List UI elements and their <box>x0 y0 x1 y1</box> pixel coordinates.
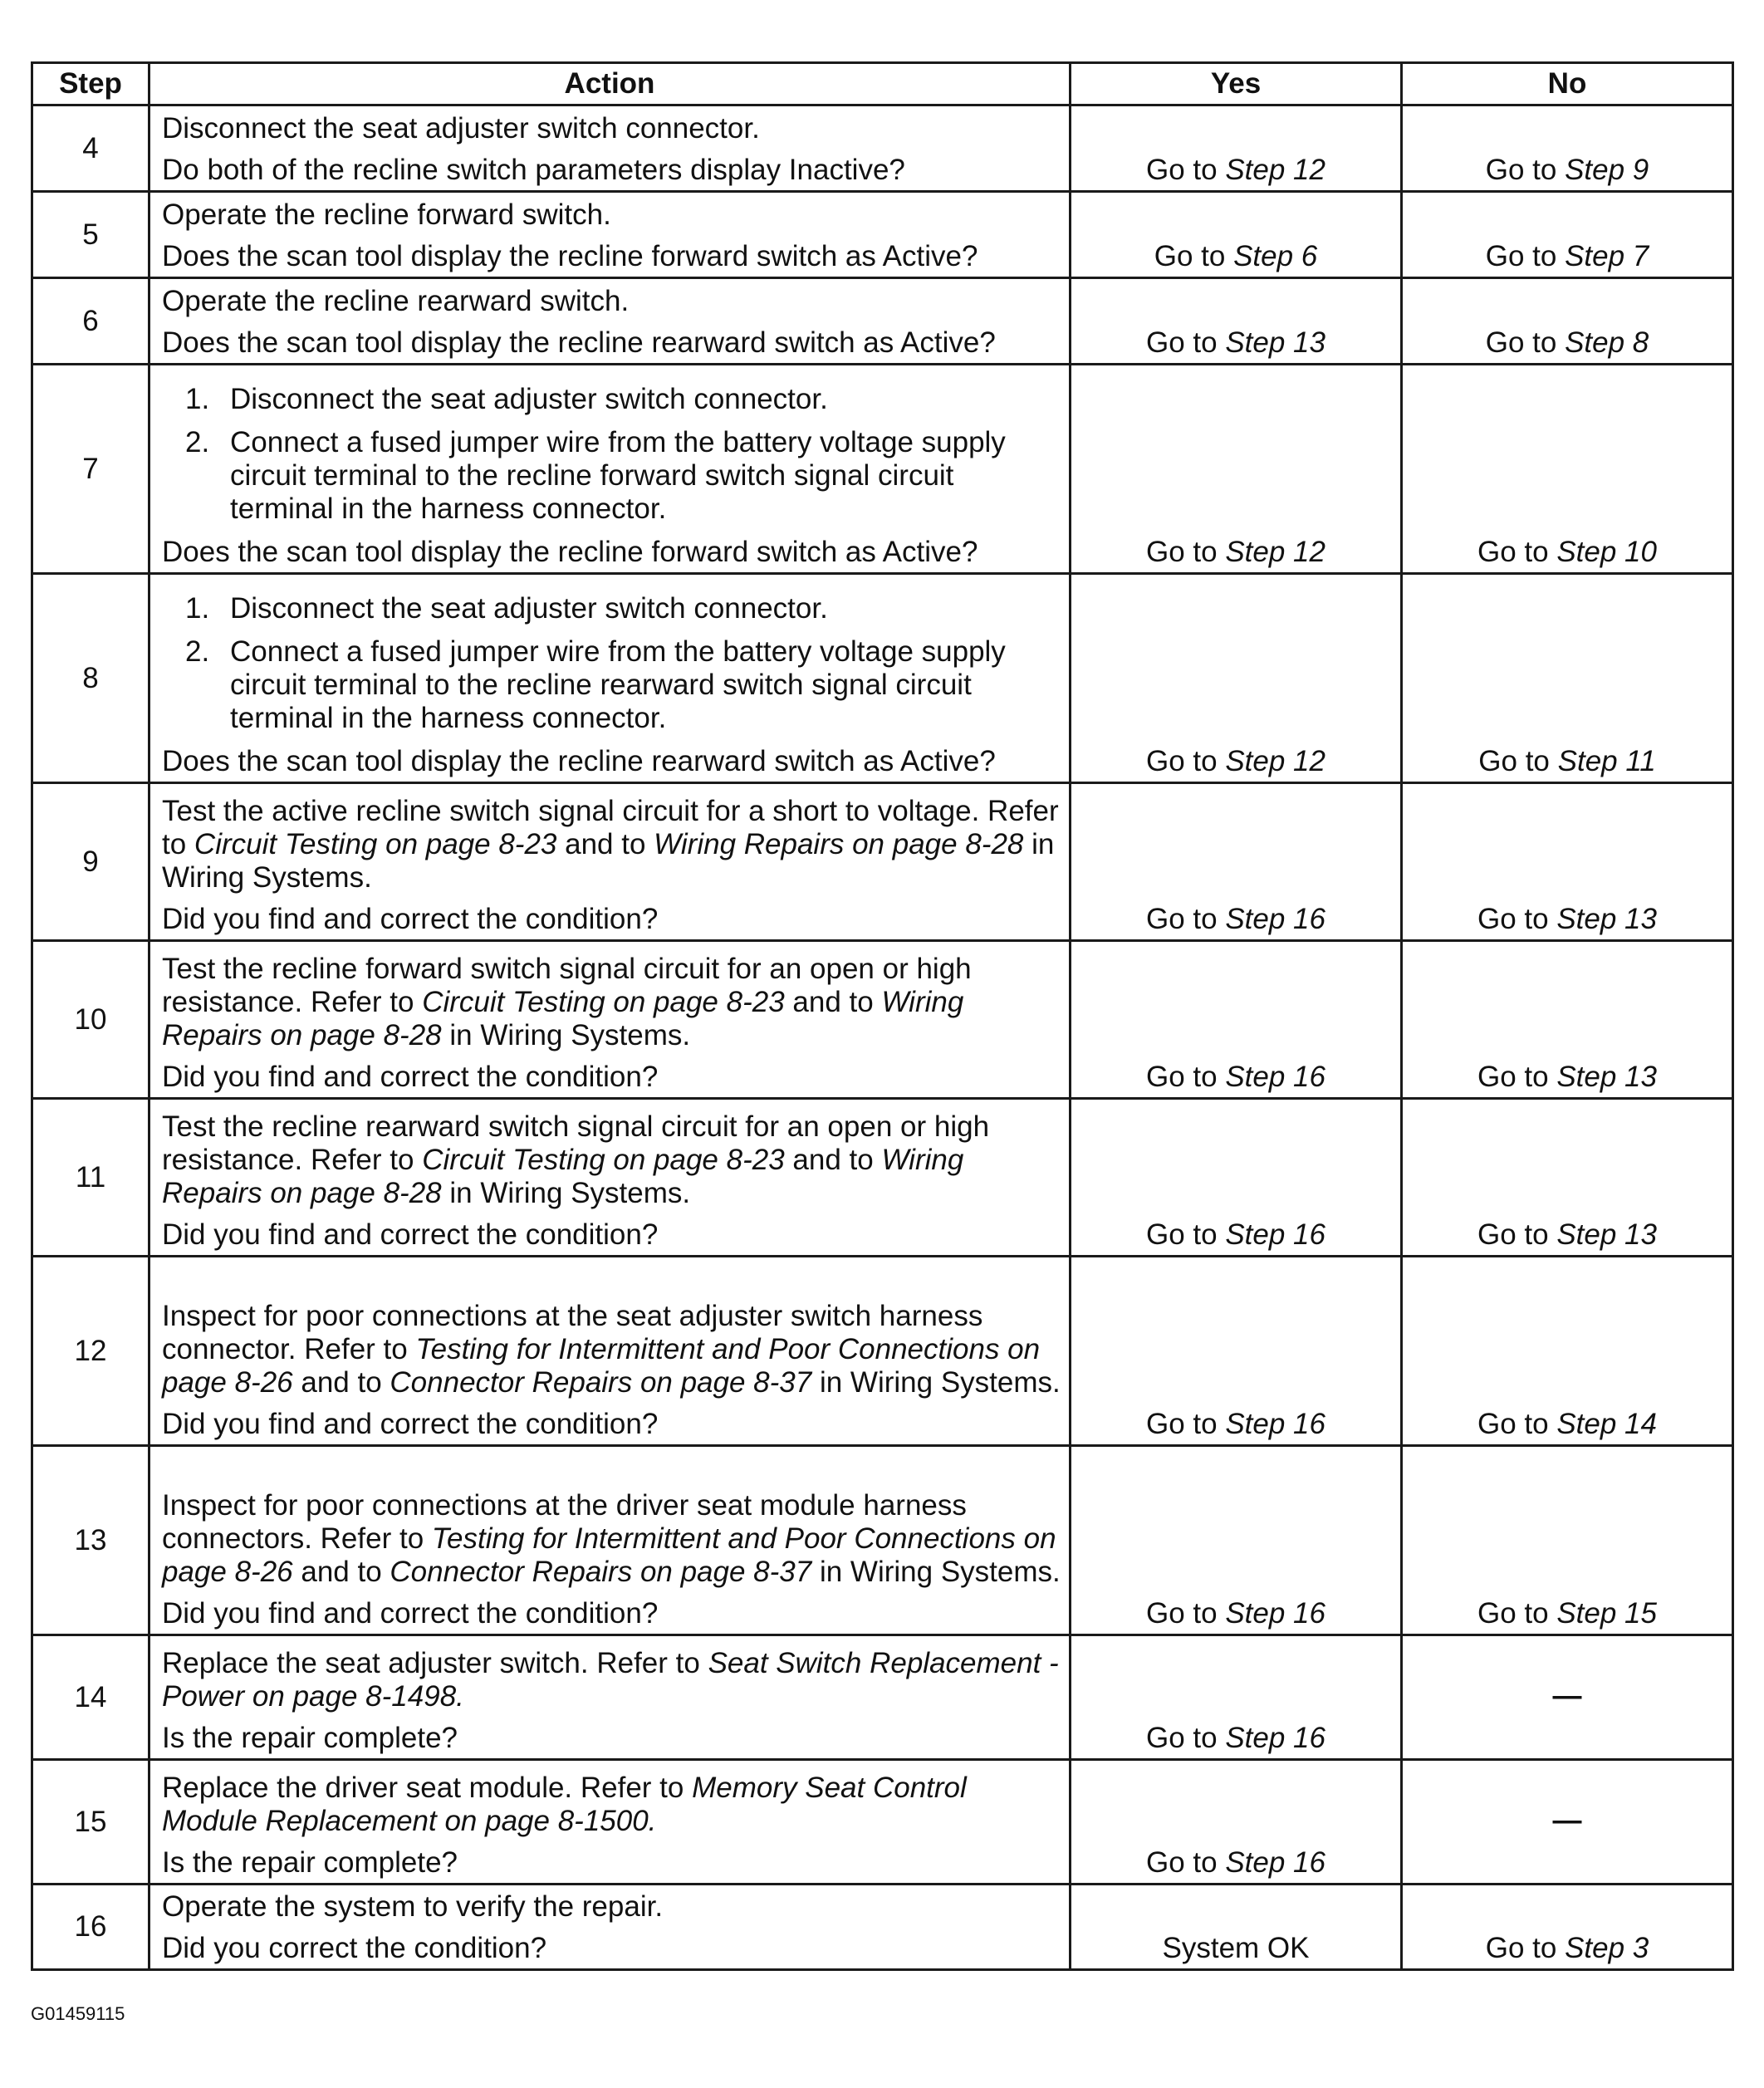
no-prefix: Go to <box>1477 1408 1557 1440</box>
no-cell <box>1402 1099 1733 1257</box>
action-text: Disconnect the seat adjuster switch connector. <box>162 112 760 145</box>
step-number: 14 <box>32 1635 149 1760</box>
yes-prefix: Go to <box>1146 1408 1226 1440</box>
action-question: Does the scan tool display the recline forward switch as Active? <box>162 240 978 272</box>
no-cell <box>1402 1760 1733 1885</box>
no-cell <box>1402 1635 1733 1760</box>
no-prefix: Go to <box>1477 903 1557 935</box>
no-step-ref: Step 9 <box>1565 154 1649 186</box>
diagnostic-steps-table <box>31 61 1734 1971</box>
table-row <box>32 105 1733 192</box>
no-step-ref: Step 14 <box>1556 1408 1657 1440</box>
yes-prefix: Go to <box>1146 1218 1226 1251</box>
step-number: 7 <box>32 365 149 574</box>
no-prefix: Go to <box>1485 154 1566 186</box>
yes-cell <box>1071 574 1402 783</box>
ref-link: Wiring Repairs on page 8-28 <box>654 828 1024 860</box>
table-row <box>32 1760 1733 1885</box>
no-step-ref: Step 13 <box>1556 1061 1657 1093</box>
action-cell <box>149 1257 1071 1446</box>
action-text: Operate the recline forward switch. <box>162 199 611 231</box>
yes-step-ref: Step 16 <box>1225 1061 1325 1093</box>
yes-step-ref: Step 16 <box>1225 1408 1325 1440</box>
no-prefix: Go to <box>1477 1061 1557 1093</box>
yes-cell <box>1071 1257 1402 1446</box>
ref-link: Circuit Testing on page 8-23 <box>422 1144 785 1176</box>
step-number: 13 <box>32 1446 149 1635</box>
header-no: No <box>1402 63 1733 105</box>
no-cell <box>1402 192 1733 278</box>
no-step-ref: Step 13 <box>1556 903 1657 935</box>
no-cell <box>1402 278 1733 365</box>
figure-id: G01459115 <box>31 2003 125 2024</box>
yes-cell <box>1071 1099 1402 1257</box>
yes-step-ref: Step 16 <box>1225 1722 1325 1754</box>
yes-step-ref: Step 16 <box>1225 1846 1325 1879</box>
yes-prefix: Go to <box>1146 903 1226 935</box>
yes-cell <box>1071 1885 1402 1970</box>
table-row <box>32 1885 1733 1970</box>
action-question: Is the repair complete? <box>162 1722 458 1754</box>
no-step-ref: Step 15 <box>1556 1597 1657 1630</box>
action-cell <box>149 574 1071 783</box>
yes-prefix: Go to <box>1146 1061 1226 1093</box>
step-number: 15 <box>32 1760 149 1885</box>
yes-cell <box>1071 278 1402 365</box>
yes-step-ref: Step 13 <box>1225 326 1325 359</box>
table-row <box>32 1446 1733 1635</box>
header-step: Step <box>32 63 149 105</box>
action-question: Do both of the recline switch parameters display Inactive? <box>162 154 905 186</box>
action-question: Did you find and correct the condition? <box>162 1061 659 1093</box>
action-cell <box>149 192 1071 278</box>
diagnostic-table-container <box>31 61 1732 1971</box>
table-row <box>32 574 1733 783</box>
ref-link: Circuit Testing on page 8-23 <box>422 986 785 1018</box>
no-prefix: Go to <box>1485 240 1566 272</box>
yes-step-ref: Step 16 <box>1225 1597 1325 1630</box>
yes-step-ref: Step 12 <box>1225 154 1325 186</box>
no-step-ref: Step 7 <box>1565 240 1649 272</box>
yes-prefix: Go to <box>1146 1846 1226 1879</box>
yes-prefix: Go to <box>1146 1722 1226 1754</box>
action-cell <box>149 105 1071 192</box>
action-text: Test the recline forward switch signal circuit for an open or high resistance. Refer to Circuit Testing on page 8-23 and to Wiring Repairs on page 8-28 in Wiring Systems. <box>162 953 972 1051</box>
no-dash: — <box>1552 1803 1582 1836</box>
list-item: 1. Disconnect the seat adjuster switch connector. <box>185 592 828 625</box>
no-step-ref: Step 13 <box>1556 1218 1657 1251</box>
yes-step-ref: Step 16 <box>1225 903 1325 935</box>
table-row <box>32 192 1733 278</box>
action-question: Did you find and correct the condition? <box>162 1218 659 1251</box>
no-cell <box>1402 783 1733 941</box>
step-number: 8 <box>32 574 149 783</box>
action-text: Operate the system to verify the repair. <box>162 1890 664 1923</box>
table-row <box>32 1257 1733 1446</box>
ref-link: Wiring Repairs on page 8-28 <box>162 1144 964 1209</box>
no-dash: — <box>1552 1679 1582 1712</box>
step-number: 9 <box>32 783 149 941</box>
yes-cell <box>1071 783 1402 941</box>
action-text: Operate the recline rearward switch. <box>162 285 630 317</box>
no-step-ref: Step 3 <box>1565 1932 1649 1964</box>
ref-link: Testing for Intermittent and Poor Connections on page 8-26 <box>162 1333 1041 1399</box>
header-yes: Yes <box>1071 63 1402 105</box>
step-number: 4 <box>32 105 149 192</box>
yes-prefix: Go to <box>1146 326 1226 359</box>
action-cell <box>149 1885 1071 1970</box>
yes-cell <box>1071 192 1402 278</box>
yes-step-ref: Step 6 <box>1233 240 1318 272</box>
yes-cell <box>1071 105 1402 192</box>
yes-prefix: Go to <box>1146 1597 1226 1630</box>
table-row <box>32 783 1733 941</box>
ref-link: Wiring Repairs on page 8-28 <box>162 986 964 1051</box>
step-number: 10 <box>32 941 149 1099</box>
no-step-ref: Step 11 <box>1557 745 1656 777</box>
ref-link: Seat Switch Replacement - Power on page 8-1498. <box>162 1647 1059 1713</box>
action-list <box>162 383 1061 526</box>
yes-cell <box>1071 941 1402 1099</box>
action-question: Did you correct the condition? <box>162 1932 547 1964</box>
step-number: 6 <box>32 278 149 365</box>
yes-result: System OK <box>1162 1932 1310 1964</box>
no-step-ref: Step 10 <box>1556 536 1657 568</box>
yes-prefix: Go to <box>1146 536 1226 568</box>
action-question: Does the scan tool display the recline rearward switch as Active? <box>162 745 996 777</box>
yes-cell <box>1071 1635 1402 1760</box>
no-step-ref: Step 8 <box>1565 326 1649 359</box>
action-question: Is the repair complete? <box>162 1846 458 1879</box>
yes-prefix: Go to <box>1154 240 1234 272</box>
no-cell <box>1402 941 1733 1099</box>
list-item: 1. Disconnect the seat adjuster switch connector. <box>185 383 828 415</box>
action-text: Test the recline rearward switch signal circuit for an open or high resistance. Refer to Circuit Testing on page 8-23 and to Wiring Repairs on page 8-28 in Wiring Systems. <box>162 1110 990 1209</box>
list-item: 2. Connect a fused jumper wire from the battery voltage supply circuit terminal to the recline forward switch signal circuit terminal in the harness connector. <box>185 426 1006 525</box>
header-action: Action <box>149 63 1071 105</box>
no-cell <box>1402 1885 1733 1970</box>
action-text: Inspect for poor connections at the driver seat module harness connectors. Refer to Testing for Intermittent and Poor Connections on page 8-26 and to Connector Repairs on page 8-37 in Wiring Systems. <box>162 1489 1061 1588</box>
yes-step-ref: Step 12 <box>1225 745 1325 777</box>
action-cell <box>149 1446 1071 1635</box>
table-row <box>32 1099 1733 1257</box>
action-cell <box>149 783 1071 941</box>
ref-link: Connector Repairs on page 8-37 <box>390 1556 812 1588</box>
no-prefix: Go to <box>1485 326 1566 359</box>
no-prefix: Go to <box>1478 745 1558 777</box>
no-cell <box>1402 1257 1733 1446</box>
yes-cell <box>1071 1446 1402 1635</box>
no-prefix: Go to <box>1477 536 1557 568</box>
list-item: 2. Connect a fused jumper wire from the battery voltage supply circuit terminal to the recline rearward switch signal circuit terminal in the harness connector. <box>185 635 1006 734</box>
action-text: Replace the driver seat module. Refer to Memory Seat Control Module Replacement on page 8-1500. <box>162 1772 967 1837</box>
yes-cell <box>1071 365 1402 574</box>
step-number: 16 <box>32 1885 149 1970</box>
table-row <box>32 1635 1733 1760</box>
ref-link: Testing for Intermittent and Poor Connections on page 8-26 <box>162 1522 1056 1588</box>
no-prefix: Go to <box>1477 1597 1557 1630</box>
table-row <box>32 365 1733 574</box>
step-number: 11 <box>32 1099 149 1257</box>
action-text: Replace the seat adjuster switch. Refer to Seat Switch Replacement - Power on page 8-1498. <box>162 1647 1059 1713</box>
step-number: 12 <box>32 1257 149 1446</box>
action-cell <box>149 365 1071 574</box>
action-text: Test the active recline switch signal circuit for a short to voltage. Refer to Circuit Testing on page 8-23 and to Wiring Repairs on page 8-28 in Wiring Systems. <box>162 795 1059 894</box>
action-list <box>162 592 1061 735</box>
action-cell <box>149 1760 1071 1885</box>
step-number: 5 <box>32 192 149 278</box>
ref-link: Memory Seat Control Module Replacement on page 8-1500. <box>162 1772 967 1837</box>
action-text: Inspect for poor connections at the seat adjuster switch harness connector. Refer to Testing for Intermittent and Poor Connections on page 8-26 and to Connector Repairs on page 8-37 in Wiring Systems. <box>162 1300 1061 1399</box>
action-cell <box>149 278 1071 365</box>
action-cell <box>149 1099 1071 1257</box>
table-row <box>32 941 1733 1099</box>
action-question: Did you find and correct the condition? <box>162 1597 659 1630</box>
action-question: Did you find and correct the condition? <box>162 1408 659 1440</box>
table-row <box>32 278 1733 365</box>
no-cell <box>1402 1446 1733 1635</box>
yes-step-ref: Step 16 <box>1225 1218 1325 1251</box>
action-cell <box>149 941 1071 1099</box>
table-header-row <box>32 63 1733 105</box>
yes-step-ref: Step 12 <box>1225 536 1325 568</box>
no-cell <box>1402 365 1733 574</box>
no-prefix: Go to <box>1485 1932 1566 1964</box>
ref-link: Connector Repairs on page 8-37 <box>390 1366 812 1399</box>
ref-link: Circuit Testing on page 8-23 <box>194 828 557 860</box>
action-cell <box>149 1635 1071 1760</box>
yes-prefix: Go to <box>1146 154 1226 186</box>
action-question: Does the scan tool display the recline forward switch as Active? <box>162 536 978 568</box>
action-question: Does the scan tool display the recline rearward switch as Active? <box>162 326 996 359</box>
yes-cell <box>1071 1760 1402 1885</box>
action-question: Did you find and correct the condition? <box>162 903 659 935</box>
no-cell <box>1402 574 1733 783</box>
no-cell <box>1402 105 1733 192</box>
no-prefix: Go to <box>1477 1218 1557 1251</box>
yes-prefix: Go to <box>1146 745 1226 777</box>
